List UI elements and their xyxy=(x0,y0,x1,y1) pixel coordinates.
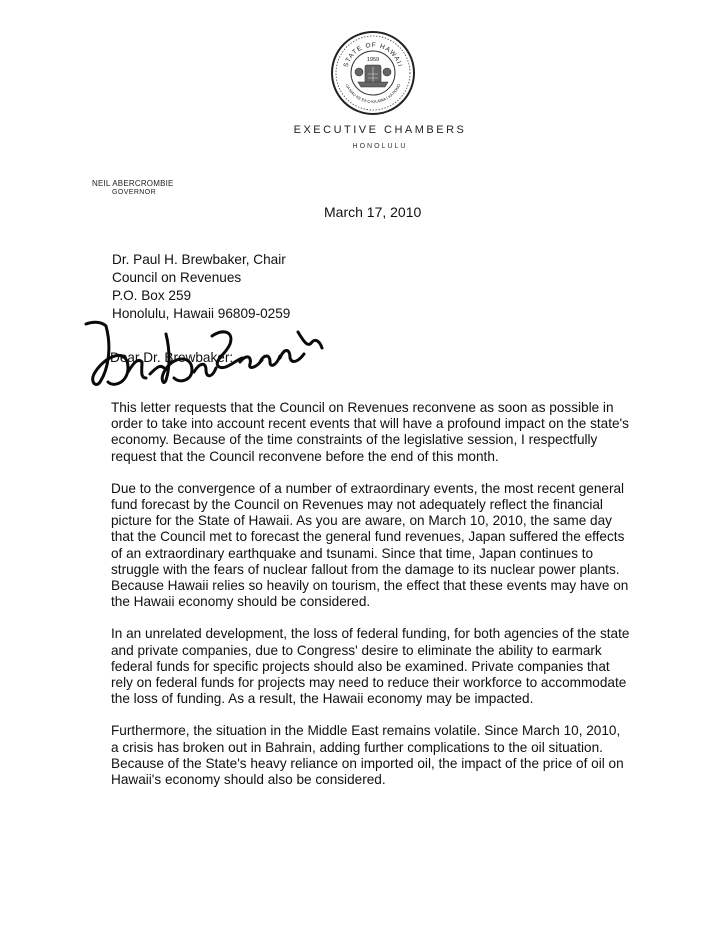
body-paragraph: Due to the convergence of a number of extraordinary events, the most recent general fund forecast by the Council on Revenues may not adequately reflect the financial picture for the State of Hawaii. As you are aware, on March 10, 2010, the same day that the Council met to forecast the general fund revenues, Japan suffered the effects of an extraordinary earthquake and tsunami. Since that time, Japan continues to struggle with the fears of nuclear fallout from the damage to its nuclear power plants. Because Hawaii relies so heavily on tourism, the effect that these events may have on the Hawaii economy should be considered. xyxy=(111,480,629,610)
office-city: HONOLULU xyxy=(352,143,408,150)
state-seal-icon xyxy=(330,30,416,116)
letter-date: March 17, 2010 xyxy=(324,204,422,220)
recipient-organization: Council on Revenues xyxy=(112,270,242,285)
recipient-city: Honolulu, Hawaii 96809-0259 xyxy=(112,306,291,321)
seal-year: 1959 xyxy=(366,57,380,63)
recipient-address xyxy=(112,251,290,323)
body-paragraph: This letter requests that the Council on Revenues reconvene as soon as possible in order to take into account recent events that will have a profound impact on the state's economy. Because of the time constraints of the legislative session, I respectfully request that the Council reconvene before the end of this month. xyxy=(111,400,629,464)
governor-name: NEIL ABERCROMBIE xyxy=(92,179,174,188)
seal-text-top: STATE OF HAWAII xyxy=(342,41,404,69)
office-title: EXECUTIVE CHAMBERS xyxy=(293,124,467,136)
svg-text:STATE OF HAWAII xyxy=(343,42,404,68)
body-paragraph: In an unrelated development, the loss of federal funding, for both agencies of the state and private companies, due to Congress' desire to eliminate the ability to earmark federal funds for specific projects should also be examined. Private companies that rely on federal funds for projects may need to reduce their workforce to accommodate the loss of funding. As a result, the Hawaii economy may be impacted. xyxy=(111,626,630,707)
seal-text-bottom: UA MAU KE EA O KA AINA I KA PONO xyxy=(344,82,402,105)
signature-icon xyxy=(84,318,324,392)
body-paragraph: Furthermore, the situation in the Middle East remains volatile. Since March 10, 2010, a crisis has broken out in Bahrain, adding further complications to the oil situation. Because of the State's heavy reliance on imported oil, the impact of the price of oil on Hawaii's economy should also be considered. xyxy=(111,723,624,788)
recipient-name: Dr. Paul H. Brewbaker, Chair xyxy=(112,252,286,267)
letter-body xyxy=(111,400,631,804)
recipient-po-box: P.O. Box 259 xyxy=(112,288,192,303)
governor-title: GOVERNOR xyxy=(112,189,157,196)
salutation: Dear Dr. Brewbaker: xyxy=(110,350,234,365)
